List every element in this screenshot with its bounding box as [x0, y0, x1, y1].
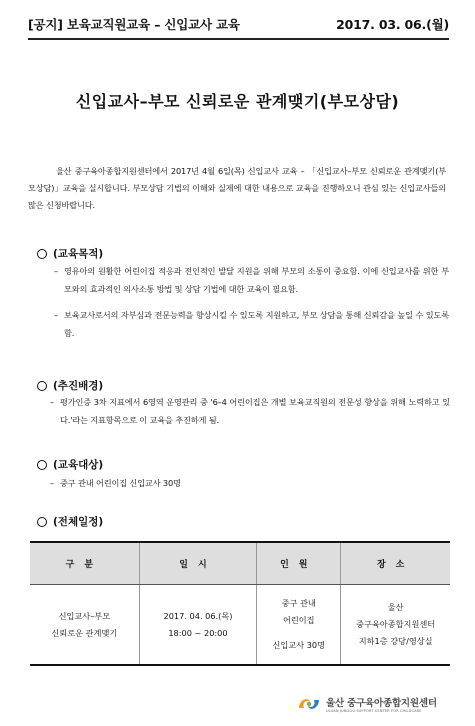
list-item-text: 평가인증 3차 지표에서 6영역 운영관리 중 '6–4 어린이집은 개별 보육교직원의 전문성 향상을 위해 노력하고 있다.'라는 지표항목으로 이 교육을 추진하게 됨.: [60, 397, 450, 425]
cell-line: 신입교사–부모: [58, 610, 111, 621]
cell-division: [30, 585, 139, 666]
column-header-division: 구분: [30, 542, 139, 585]
dash-icon: –: [54, 310, 58, 320]
cell-line: 18:00 ~ 20:00: [168, 627, 228, 638]
dual-swirl-logo-icon: [296, 694, 322, 714]
section-heading-label: (교육목적): [53, 248, 104, 260]
logo-subtitle: ULSAN JUNGGU SUPPORT CENTER FOR CHILDCARE: [326, 709, 422, 713]
table-header-row: [30, 542, 450, 585]
dash-icon: –: [54, 266, 58, 276]
cell-datetime: [139, 585, 257, 666]
organization-logo: [296, 694, 437, 714]
column-header-place: 장소: [341, 542, 450, 585]
section-heading-purpose: [37, 246, 103, 261]
cell-line: 울산: [387, 602, 404, 612]
list-item-text: 중구 관내 어린이집 신입교사 30명: [60, 478, 181, 488]
section-heading-target: [37, 457, 103, 472]
list-item: [50, 474, 450, 492]
circle-bullet-icon: [37, 460, 47, 470]
header: [28, 15, 449, 33]
list-item: [54, 262, 449, 298]
cell-people: [257, 585, 341, 666]
cell-line: 중구육아종합지원센터: [356, 619, 436, 629]
cell-line: 어린이집: [282, 615, 315, 625]
section-heading-label: (전체일정): [53, 516, 104, 528]
cell-place: [341, 585, 450, 666]
list-item: [50, 393, 450, 429]
notice-label: [공지] 보육교직원교육 – 신입교사 교육: [28, 17, 240, 32]
schedule-table: [30, 541, 450, 666]
cell-line: 중구 관내: [281, 598, 316, 608]
dash-icon: –: [50, 478, 54, 488]
circle-bullet-icon: [37, 381, 47, 391]
circle-bullet-icon: [37, 249, 47, 259]
purpose-bullets: [54, 262, 449, 342]
section-heading-label: (교육대상): [53, 459, 104, 471]
section-heading-label: (추진배경): [53, 380, 104, 392]
notice-date: 2017. 03. 06.(월): [336, 17, 449, 32]
table-row: [30, 585, 450, 666]
list-item: [54, 306, 449, 342]
page-title: 신입교사–부모 신뢰로운 관계맺기(부모상담): [75, 92, 400, 111]
header-divider: [28, 38, 449, 40]
cell-line: 신뢰로운 관계맺기: [51, 627, 118, 638]
cell-line: 2017. 04. 06.(목): [163, 610, 233, 621]
dash-icon: –: [50, 397, 54, 407]
intro-paragraph: 울산 중구육아종합지원센터에서 2017년 4월 6일(목) 신입교사 교육 – 「신입교사–부모 신뢰로운 관계맺기(부모상담)」교육을 실시합니다. 부모상담 기법의 이해와 실제에 대한 내용으로 교육을 진행하오니 관심 있는 신입교사들의 많은 신청바랍니다.: [28, 166, 446, 210]
column-header-people: 인원: [257, 542, 341, 585]
section-heading-background: [37, 378, 103, 393]
logo-name: 울산 중구육아종합지원센터: [326, 698, 437, 709]
list-item-text: 영유아의 원활한 어린이집 적응과 전인적인 발달 지원을 위해 부모의 소통이 중요함. 이에 신입교사를 위한 부모와의 효과적인 의사소통 방법 및 상담 기법에 대한 교육이 필요함.: [64, 266, 449, 294]
column-header-datetime: 일시: [139, 542, 257, 585]
target-bullets: [50, 474, 450, 492]
cell-line: 지하1층 강당/영상실: [358, 636, 433, 646]
section-heading-schedule: [37, 514, 103, 529]
list-item-text: 보육교사로서의 자부심과 전문능력을 향상시킬 수 있도록 지원하고, 부모 상담을 통해 신뢰감을 높일 수 있도록 함.: [64, 310, 449, 338]
cell-line: 신입교사 30명: [272, 640, 326, 650]
background-bullets: [50, 393, 450, 429]
circle-bullet-icon: [37, 517, 47, 527]
